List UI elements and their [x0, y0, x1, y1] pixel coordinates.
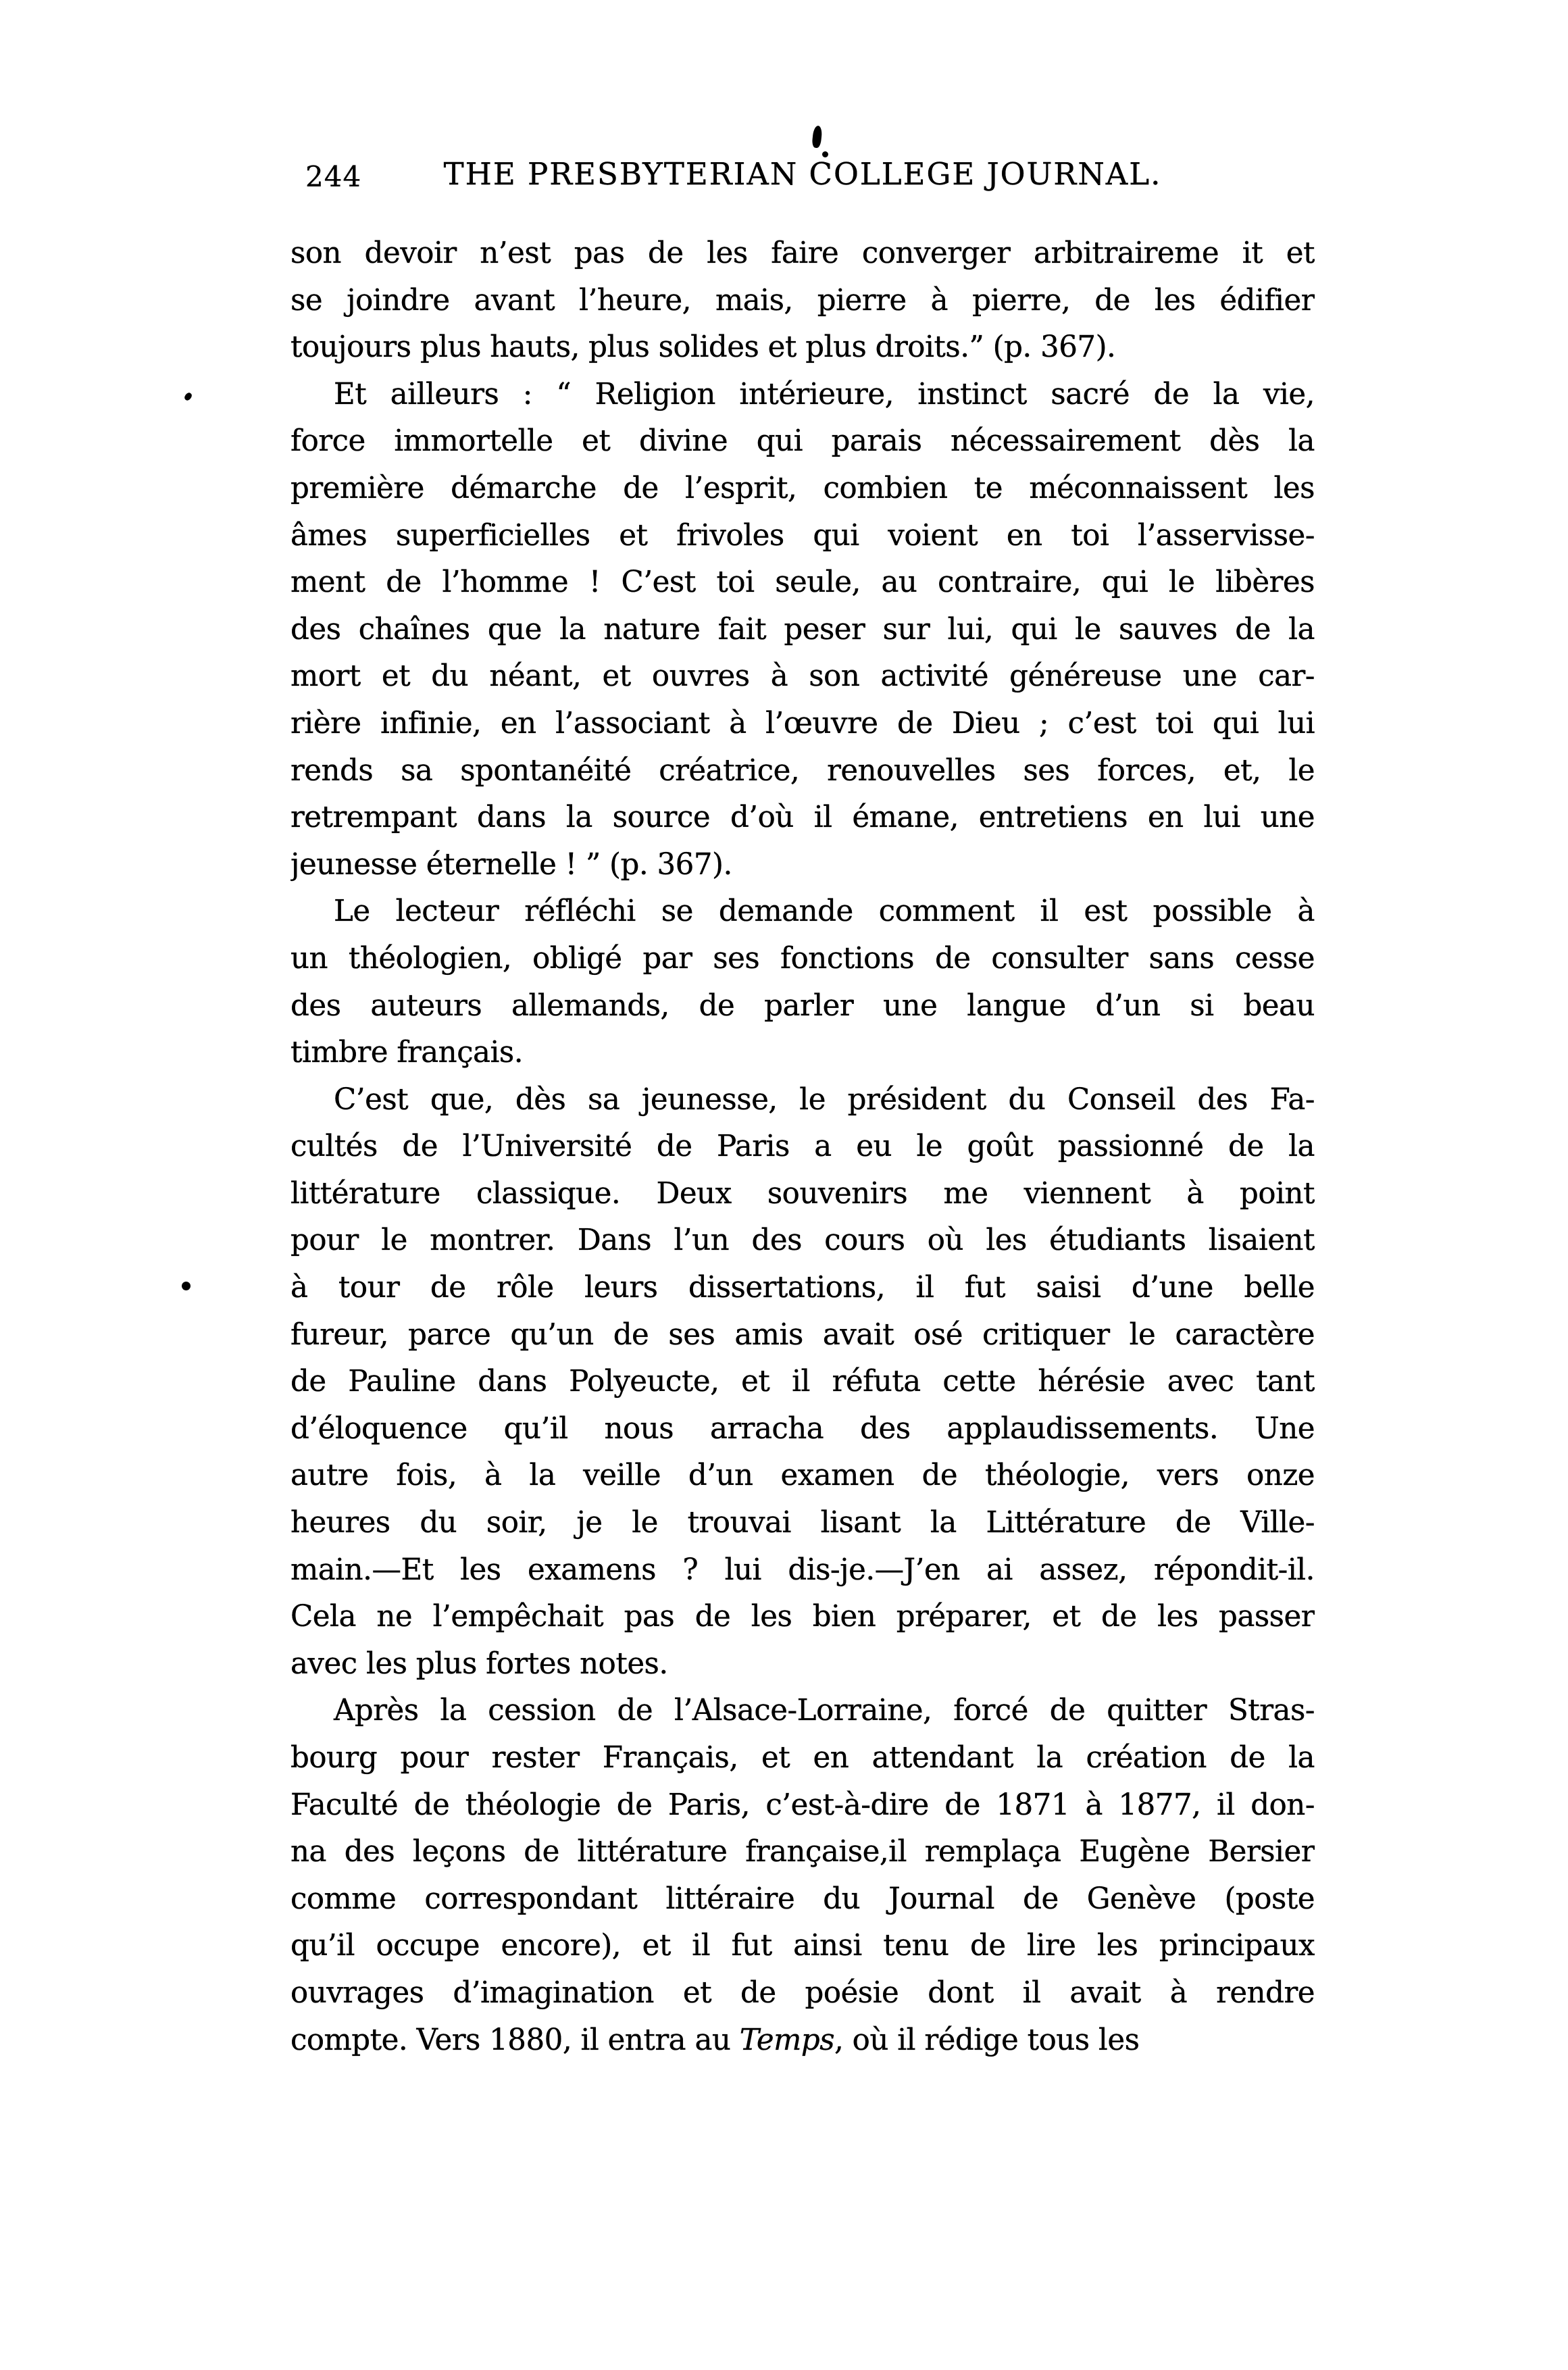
text-line: de Pauline dans Polyeucte, et il réfuta cette hérésie avec tant	[290, 1365, 1315, 1399]
scan-speck-left-margin-2	[182, 1282, 191, 1290]
text-line: toujours plus hauts, plus solides et plus droits.” (p. 367).	[290, 330, 1116, 365]
text-line: un théologien, obligé par ses fonctions de consulter sans cesse	[290, 941, 1315, 976]
text-line: son devoir n’est pas de les faire converger arbitraireme it et	[290, 236, 1315, 270]
text-line: ouvrages d’imagination et de poésie dont il avait à rendre	[290, 1975, 1315, 2010]
text-line: Et ailleurs : “ Religion intérieure, instinct sacré de la vie,	[334, 377, 1315, 411]
text-line: à tour de rôle leurs dissertations, il fut saisi d’une belle	[290, 1271, 1315, 1305]
text-line: jeunesse éternelle ! ” (p. 367).	[290, 847, 732, 882]
text-line: retrempant dans la source d’où il émane, entretiens en lui une	[290, 801, 1315, 835]
text-line: littérature classique. Deux souvenirs me viennent à point	[290, 1176, 1315, 1211]
scan-speck-apostrophe	[811, 125, 822, 148]
text-line: ment de l’homme ! C’est toi seule, au contraire, qui le libères	[290, 565, 1315, 600]
paragraph-4	[290, 1077, 1315, 1688]
text-line: cultés de l’Université de Paris a eu le goût passionné de la	[290, 1130, 1315, 1164]
text-line: Cela ne l’empêchait pas de les bien préparer, et de les passer	[290, 1600, 1315, 1634]
text-line: avec les plus fortes notes.	[290, 1646, 668, 1681]
text-line: timbre français.	[290, 1036, 524, 1070]
text-line: âmes superficielles et frivoles qui voient en toi l’asservisse-	[290, 518, 1315, 553]
text-line: autre fois, à la veille d’un examen de théologie, vers onze	[290, 1459, 1315, 1493]
text-line: des auteurs allemands, de parler une langue d’un si beau	[290, 988, 1315, 1023]
page-number: 244	[305, 160, 362, 193]
paragraph-1	[290, 230, 1315, 372]
text-line: rière infinie, en l’associant à l’œuvre de Dieu ; c’est toi qui lui	[290, 706, 1315, 740]
text-line: heures du soir, je le trouvai lisant la Littérature de Ville-	[290, 1506, 1315, 1540]
journal-title: THE PRESBYTERIAN COLLEGE JOURNAL.	[443, 156, 1162, 192]
text-line: Après la cession de l’Alsace-Lorraine, forcé de quitter Stras-	[334, 1694, 1315, 1728]
paragraph-2	[290, 372, 1315, 889]
paragraph-5	[290, 1688, 1315, 2064]
text-line: première démarche de l’esprit, combien te méconnaissent les	[290, 471, 1315, 505]
scan-speck-left-margin-1	[183, 392, 193, 402]
text-line: se joindre avant l’heure, mais, pierre à pierre, de les édifier	[290, 283, 1315, 318]
text-line: fureur, parce qu’un de ses amis avait osé critiquer le caractère	[290, 1317, 1315, 1352]
text-line: qu’il occupe encore), et il fut ainsi tenu de lire les principaux	[290, 1929, 1315, 1963]
text-line: pour le montrer. Dans l’un des cours où les étudiants lisaient	[290, 1224, 1315, 1258]
paragraph-3	[290, 888, 1315, 1076]
text-line: main.—Et les examens ? lui dis-je.—J’en ai assez, répondit-il.	[290, 1553, 1315, 1587]
text-line-with-italic	[290, 2017, 1315, 2065]
text-line: des chaînes que la nature fait peser sur lui, qui le sauves de la	[290, 612, 1315, 647]
text-line: mort et du néant, et ouvres à son activité généreuse une car-	[290, 659, 1315, 694]
text-line: na des leçons de littérature française,il remplaça Eugène Bersier	[290, 1835, 1315, 1869]
text-line: Faculté de théologie de Paris, c’est-à-dire de 1871 à 1877, il don-	[290, 1788, 1315, 1822]
text-segment: , où il rédige tous les	[834, 2023, 1140, 2057]
italic-word: Temps	[739, 2023, 835, 2057]
text-line: C’est que, dès sa jeunesse, le président du Conseil des Fa-	[334, 1082, 1315, 1117]
text-segment: compte. Vers 1880, il entra au	[290, 2023, 740, 2057]
text-line: Le lecteur réfléchi se demande comment il est possible à	[334, 894, 1315, 929]
text-line: rends sa spontanéité créatrice, renouvelles ses forces, et, le	[290, 753, 1315, 788]
text-line: bourg pour rester Français, et en attendant la création de la	[290, 1741, 1315, 1775]
text-line: d’éloquence qu’il nous arracha des applaudissements. Une	[290, 1411, 1315, 1446]
text-line: comme correspondant littéraire du Journal de Genève (poste	[290, 1882, 1315, 1916]
text-line: force immortelle et divine qui parais nécessairement dès la	[290, 424, 1315, 459]
page-text	[290, 230, 1315, 2064]
